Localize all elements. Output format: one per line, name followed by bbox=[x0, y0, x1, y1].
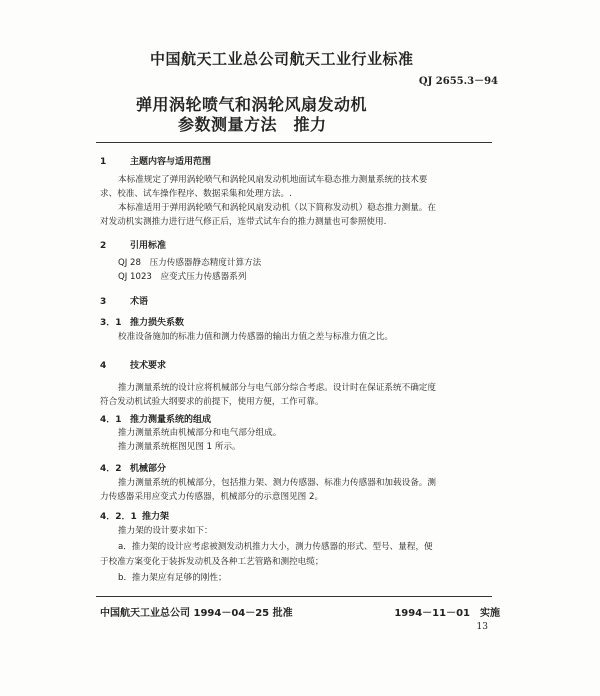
section-4-number: 4 bbox=[100, 361, 107, 371]
section-3-1-definition: 校准设备施加的标准力值和测力传感器的输出力值之差与标准力值之比。 bbox=[118, 332, 394, 342]
section-3-1-number: 3．1 bbox=[100, 318, 122, 328]
section-2-heading bbox=[100, 238, 166, 251]
section-4-para-line-2: 符合发动机试验大纲要求的前提下，使用方便，工作可靠。 bbox=[100, 397, 324, 407]
section-4-2-heading bbox=[100, 461, 166, 474]
section-2-title: 引用标准 bbox=[130, 241, 167, 251]
section-4-1-line-1: 推力测量系统由机械部分和电气部分组成。 bbox=[118, 428, 282, 438]
section-4-2-1-intro: 推力架的设计要求如下： bbox=[118, 526, 213, 536]
section-4-2-title: 机械部分 bbox=[130, 464, 167, 474]
section-4-1-title: 推力测量系统的组成 bbox=[130, 415, 212, 425]
issuing-organization-title: 中国航天工业总公司航天工业行业标准 bbox=[150, 50, 414, 68]
approval-line: 中国航天工业总公司 1994－04－25 批准 bbox=[100, 608, 293, 619]
reference-qj-1023: QJ 1023 应变式压力传感器系列 bbox=[118, 272, 247, 282]
document-title-line-2: 参数测量方法 推力 bbox=[178, 115, 327, 134]
section-3-1-heading bbox=[100, 315, 184, 328]
footer-divider bbox=[96, 596, 492, 597]
section-4-1-line-2: 推力测量系统框图见图 1 所示。 bbox=[118, 442, 241, 452]
header-divider bbox=[96, 142, 492, 143]
section-4-2-1-heading bbox=[100, 509, 169, 522]
section-1-heading bbox=[100, 154, 211, 167]
section-4-title: 技术要求 bbox=[130, 361, 167, 371]
section-4-1-heading bbox=[100, 412, 211, 425]
section-1-para-2-line-1: 本标准适用于弹用涡轮喷气和涡轮风扇发动机（以下简称发动机）稳态推力测量。在 bbox=[118, 203, 436, 213]
document-title-line-1: 弹用涡轮喷气和涡轮风扇发动机 bbox=[136, 95, 368, 114]
section-4-2-1-number: 4．2．1 bbox=[100, 512, 137, 522]
section-1-title: 主题内容与适用范围 bbox=[130, 157, 212, 167]
reference-qj-28: QJ 28 压力传感器静态精度计算方法 bbox=[118, 258, 262, 268]
section-4-heading bbox=[100, 358, 166, 371]
section-4-2-1-item-a-line-1: a．推力架的设计应考虑被测发动机推力大小，测力传感器的形式、型号、量程，便 bbox=[118, 542, 433, 552]
section-3-1-title: 推力损失系数 bbox=[130, 318, 185, 328]
page-number: 13 bbox=[476, 622, 488, 632]
section-4-2-line-1: 推力测量系统的机械部分，包括推力架、测力传感器、标准力传感器和加载设备。测 bbox=[118, 478, 436, 488]
section-3-heading bbox=[100, 294, 148, 307]
section-1-para-1-line-2: 求、校准、试车操作程序、数据采集和处理方法。. bbox=[100, 189, 292, 199]
section-1-number: 1 bbox=[100, 157, 107, 167]
section-1-para-1-line-1: 本标准规定了弹用涡轮喷气和涡轮风扇发动机地面试车稳态推力测量系统的技术要 bbox=[118, 175, 428, 185]
section-4-2-1-title: 推力架 bbox=[142, 512, 170, 522]
section-4-para-line-1: 推力测量系统的设计应将机械部分与电气部分综合考虑。设计时在保证系统不确定度 bbox=[118, 383, 436, 393]
section-4-2-line-2: 力传感器采用应变式力传感器，机械部分的示意图见图 2。 bbox=[100, 492, 324, 502]
section-4-2-1-item-b: b．推力架应有足够的刚性； bbox=[118, 573, 227, 583]
section-3-number: 3 bbox=[100, 297, 107, 307]
section-3-title: 术语 bbox=[130, 297, 149, 307]
effective-date: 1994－11－01 实施 bbox=[394, 608, 500, 619]
section-1-para-2-line-2: 对发动机实测推力进行进气修正后，连带式试车台的推力测量也可参照使用. bbox=[100, 217, 387, 227]
section-4-2-number: 4．2 bbox=[100, 464, 122, 474]
section-2-number: 2 bbox=[100, 241, 107, 251]
section-4-2-1-item-a-line-2: 于校准方案变化于装拆发动机及各种工艺管路和测控电缆； bbox=[100, 557, 324, 567]
standard-code: QJ 2655.3－94 bbox=[418, 76, 498, 87]
section-4-1-number: 4．1 bbox=[100, 415, 122, 425]
